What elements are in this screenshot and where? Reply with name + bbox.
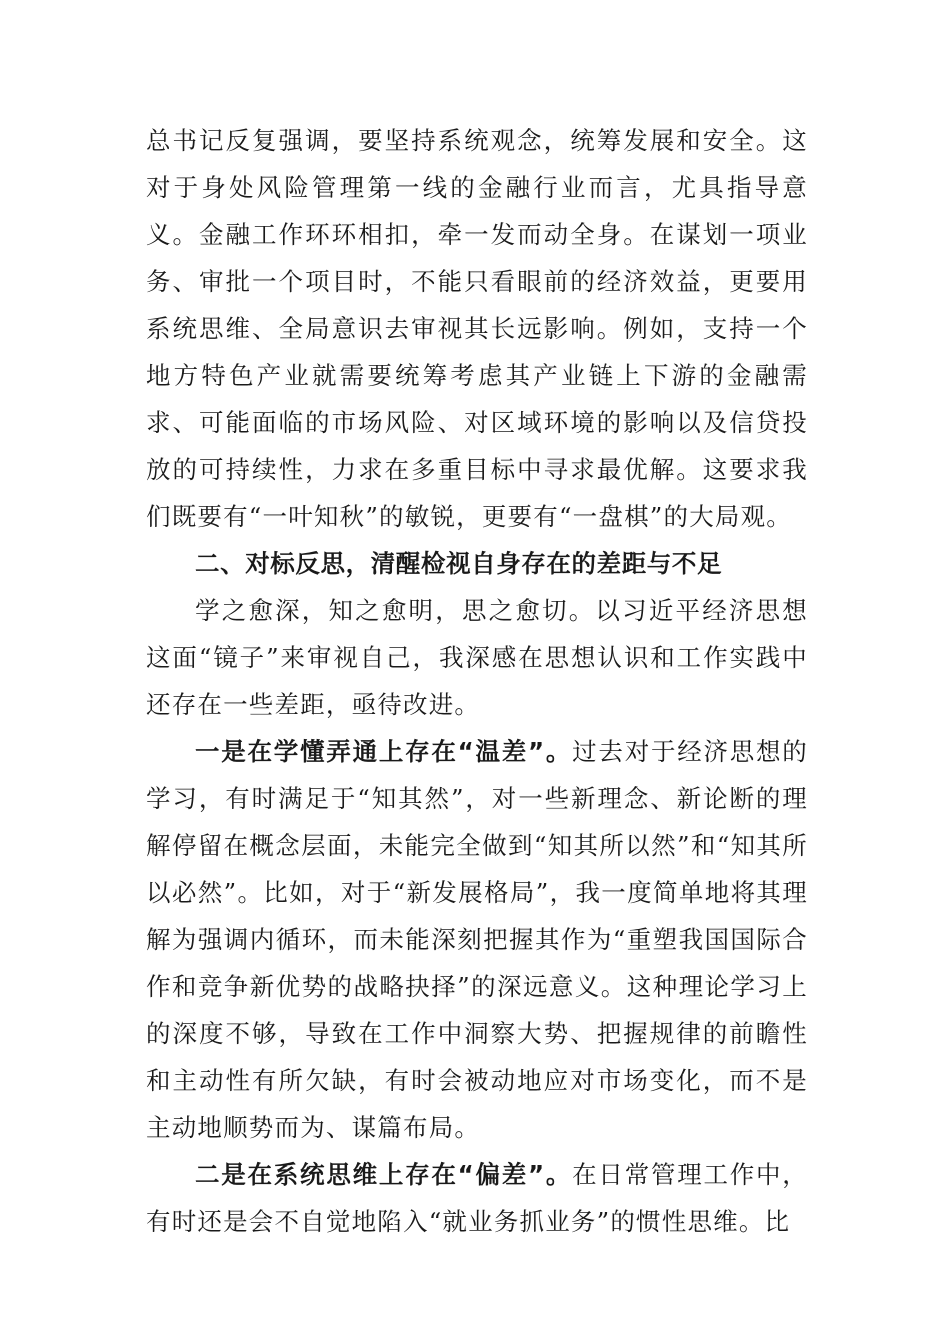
point-2-lead: 二是在系统思维上存在“偏差”。 <box>195 1160 573 1189</box>
paragraph-reflection-intro: 学之愈深，知之愈明，思之愈切。以习近平经济思想这面“镜子”来审视自己，我深感在思想认识和工作实践中还存在一些差距，亟待改进。 <box>146 596 808 719</box>
point-2-text: 在日常管理工作中，有时还是会不自觉地陷入“就业务抓业务”的惯性思维。比 <box>146 1160 808 1236</box>
document-body <box>146 117 808 1245</box>
section-heading-2: 二、对标反思，清醒检视自身存在的差距与不足 <box>195 549 723 578</box>
paragraph-system-thinking: 总书记反复强调，要坚持系统观念，统筹发展和安全。这对于身处风险管理第一线的金融行业而言，尤具指导意义。金融工作环环相扣，牵一发而动全身。在谋划一项业务、审批一个项目时，不能只看眼前的经济效益，更要用系统思维、全局意识去审视其长远影响。例如，支持一个地方特色产业就需要统筹考虑其产业链上下游的金融需求、可能面临的市场风险、对区域环境的影响以及信贷投放的可持续性，力求在多重目标中寻求最优解。这要求我们既要有“一叶知秋”的敏锐，更要有“一盘棋”的大局观。 <box>146 126 808 531</box>
paragraph-point-1 <box>146 728 808 1151</box>
paragraph-point-2 <box>146 1151 808 1245</box>
point-1-text: 过去对于经济思想的学习，有时满足于“知其然”，对一些新理念、新论断的理解停留在概念层面，未能完全做到“知其所以然”和“知其所以必然”。比如，对于“新发展格局”，我一度简单地将其理解为强调内循环，而未能深刻把握其作为“重塑我国国际合作和竞争新优势的战略抉择”的深远意义。这种理论学习上的深度不够，导致在工作中洞察大势、把握规律的前瞻性和主动性有所欠缺，有时会被动地应对市场变化，而不是主动地顺势而为、谋篇布局。 <box>146 737 808 1142</box>
point-1-lead: 一是在学懂弄通上存在“温差”。 <box>195 737 573 766</box>
